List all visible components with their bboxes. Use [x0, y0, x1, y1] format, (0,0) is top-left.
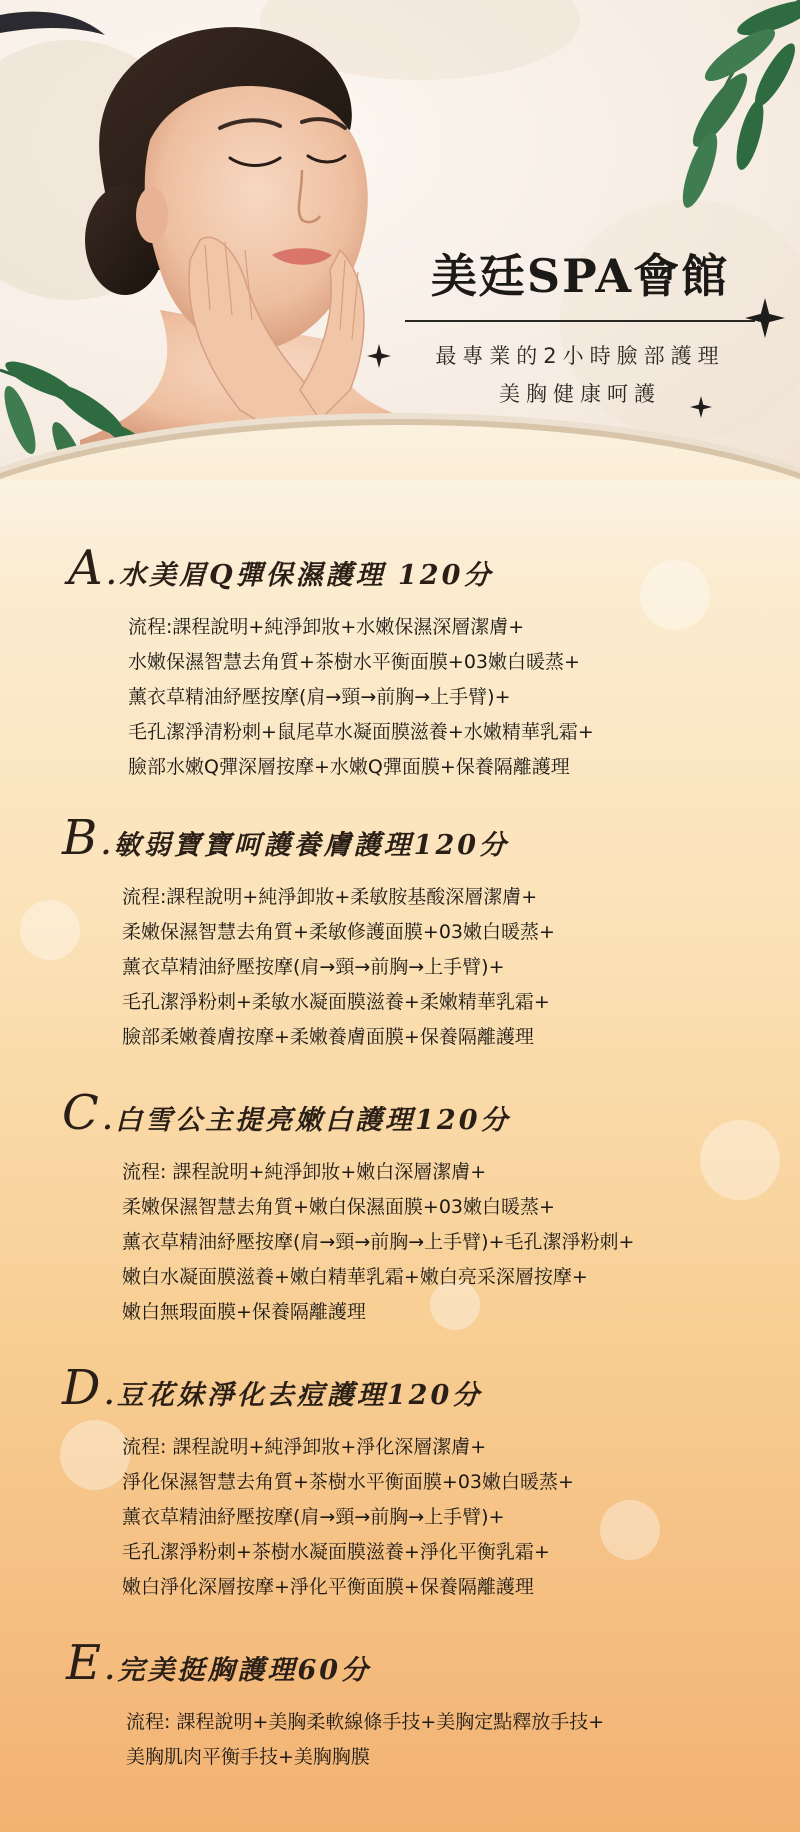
title-divider — [405, 320, 755, 322]
header-subtitle-line2: 美胸健康呵護 — [499, 382, 661, 406]
course-name: .白雪公主提亮嫩白護理120分 — [102, 1105, 511, 1136]
header-title-block — [380, 240, 780, 406]
course-step-line: 嫩白無瑕面膜+保養隔離護理 — [122, 1301, 366, 1323]
page-title: 美廷SPA會館 — [430, 249, 730, 303]
course-letter: C — [62, 1085, 99, 1141]
course-name: .敏弱寶寶呵護養膚護理120分 — [101, 830, 510, 861]
bokeh-light — [640, 560, 710, 630]
course-e-description — [126, 1705, 604, 1775]
course-step-line: 薰衣草精油紓壓按摩(肩→頸→前胸→上手臂)+ — [128, 686, 511, 708]
course-step-line: 嫩白水凝面膜滋養+嫩白精華乳霜+嫩白亮采深層按摩+ — [122, 1266, 588, 1288]
course-step-line: 臉部柔嫩養膚按摩+柔嫩養膚面膜+保養隔離護理 — [122, 1026, 534, 1048]
course-a-heading — [68, 540, 493, 596]
header-subtitle-line1: 最專業的2小時臉部護理 — [435, 344, 725, 368]
star-icon — [690, 396, 712, 418]
bokeh-light — [600, 1500, 660, 1560]
course-name: .完美挺胸護理60分 — [105, 1655, 372, 1686]
brush-stroke-decoration — [0, 5, 110, 45]
course-letter: E — [66, 1635, 102, 1691]
course-step-line: 嫩白淨化深層按摩+淨化平衡面膜+保養隔離護理 — [122, 1576, 534, 1598]
star-icon — [367, 344, 391, 368]
course-step-line: 柔嫩保濕智慧去角質+嫩白保濕面膜+03嫩白暖蒸+ — [122, 1196, 555, 1218]
course-e-heading — [66, 1635, 371, 1691]
star-icon — [745, 298, 785, 338]
leaf-decoration-top-right — [600, 0, 800, 250]
bokeh-light — [20, 900, 80, 960]
course-step-line: 流程: 課程說明+純淨卸妝+嫩白深層潔膚+ — [122, 1161, 487, 1183]
course-step-line: 薰衣草精油紓壓按摩(肩→頸→前胸→上手臂)+毛孔潔淨粉刺+ — [122, 1231, 635, 1253]
course-c-heading — [62, 1085, 511, 1141]
course-step-line: 臉部水嫩Q彈深層按摩+水嫩Q彈面膜+保養隔離護理 — [128, 756, 570, 778]
course-a-description — [128, 610, 594, 785]
course-name: .水美眉Q彈保濕護理 120分 — [106, 560, 494, 591]
course-step-line: 淨化保濕智慧去角質+茶樹水平衡面膜+03嫩白暖蒸+ — [122, 1471, 574, 1493]
course-step-line: 毛孔潔淨清粉刺+鼠尾草水凝面膜滋養+水嫩精華乳霜+ — [128, 721, 594, 743]
course-b-description — [122, 880, 555, 1055]
course-letter: D — [62, 1360, 101, 1416]
bokeh-light — [60, 1420, 130, 1490]
course-step-line: 毛孔潔淨粉刺+柔敏水凝面膜滋養+柔嫩精華乳霜+ — [122, 991, 550, 1013]
course-letter: A — [68, 540, 103, 596]
course-step-line: 流程:課程說明+純淨卸妝+柔敏胺基酸深層潔膚+ — [122, 886, 538, 908]
hero-banner — [0, 0, 800, 480]
course-name: .豆花妹淨化去痘護理120分 — [104, 1380, 483, 1411]
course-step-line: 毛孔潔淨粉刺+茶樹水凝面膜滋養+淨化平衡乳霜+ — [122, 1541, 550, 1563]
course-step-line: 薰衣草精油紓壓按摩(肩→頸→前胸→上手臂)+ — [122, 956, 505, 978]
course-c-description — [122, 1155, 634, 1330]
course-step-line: 柔嫩保濕智慧去角質+柔敏修護面膜+03嫩白暖蒸+ — [122, 921, 555, 943]
bokeh-light — [700, 1120, 780, 1200]
course-step-line: 流程:課程說明+純淨卸妝+水嫩保濕深層潔膚+ — [128, 616, 525, 638]
course-step-line: 流程: 課程說明+純淨卸妝+淨化深層潔膚+ — [122, 1436, 487, 1458]
course-step-line: 薰衣草精油紓壓按摩(肩→頸→前胸→上手臂)+ — [122, 1506, 505, 1528]
course-b-heading — [62, 810, 509, 866]
course-d-description — [122, 1430, 574, 1605]
course-d-heading — [62, 1360, 482, 1416]
course-letter: B — [62, 810, 98, 866]
course-step-line: 美胸肌肉平衡手技+美胸胸膜 — [126, 1746, 370, 1768]
course-step-line: 水嫩保濕智慧去角質+茶樹水平衡面膜+03嫩白暖蒸+ — [128, 651, 580, 673]
course-step-line: 流程: 課程說明+美胸柔軟線條手技+美胸定點釋放手技+ — [126, 1711, 605, 1733]
